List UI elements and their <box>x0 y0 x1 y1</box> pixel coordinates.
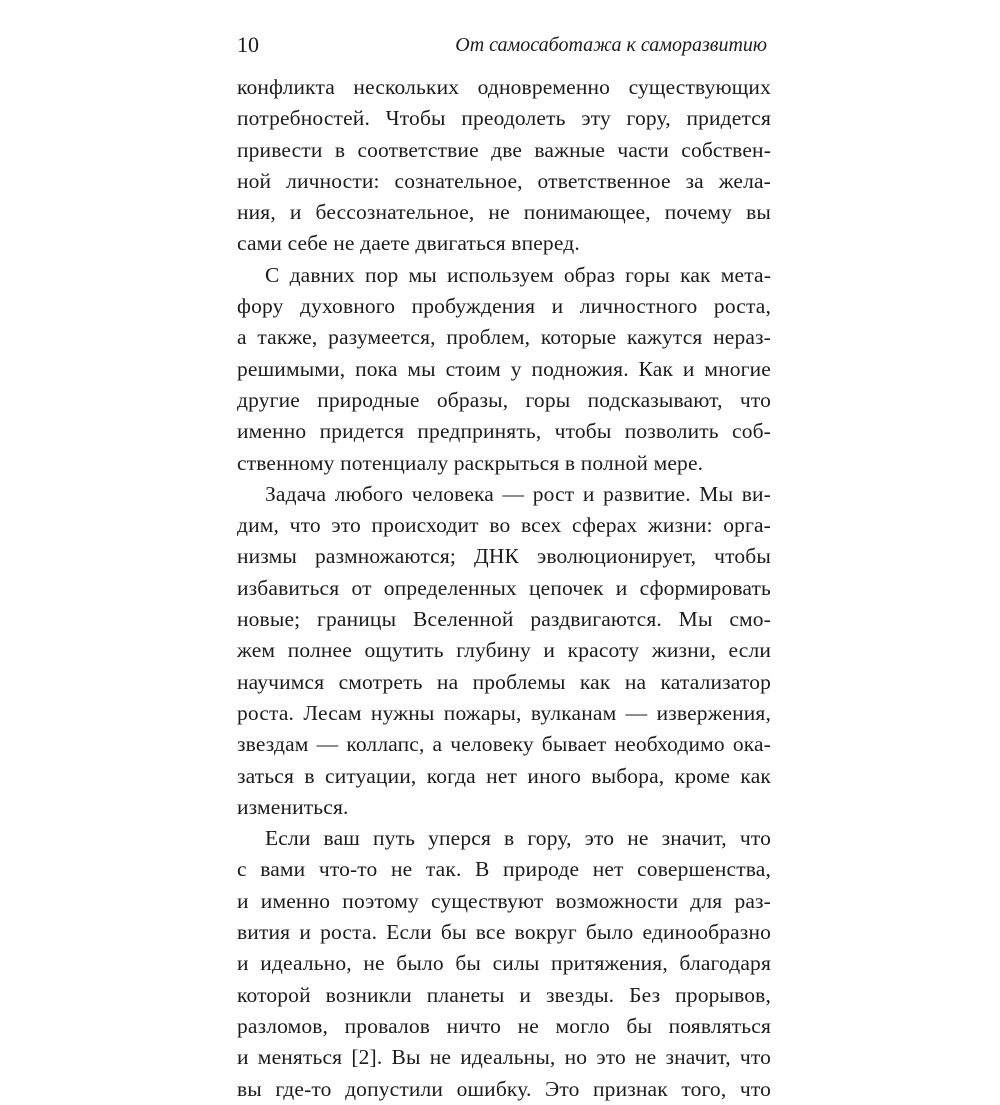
text-line: ной личности: сознательное, ответственное за жела- <box>237 168 771 193</box>
text-line: а также, разумеется, проблем, которые кажутся нераз- <box>237 325 771 350</box>
paragraph-4 <box>237 823 771 1105</box>
running-title: От самосаботажа к саморазвитию <box>455 34 767 56</box>
body-text <box>237 72 771 1105</box>
text-line: сами себе не даете двигаться вперед. <box>237 231 580 256</box>
text-line: и меняться [2]. Вы не идеальны, но это не значит, что <box>237 1045 771 1070</box>
text-line: другие природные образы, горы подсказывают, что <box>237 387 771 412</box>
page-number: 10 <box>237 32 259 57</box>
paragraph-2 <box>237 260 771 479</box>
text-line: которой возникли планеты и звезды. Без прорывов, <box>237 982 771 1007</box>
text-line: фору духовного пробуждения и личностного роста, <box>237 294 771 319</box>
text-line: дим, что это происходит во всех сферах жизни: орга- <box>237 513 771 538</box>
text-line: именно придется предпринять, чтобы позволить соб- <box>237 419 771 444</box>
text-line: новые; границы Вселенной раздвигаются. Мы смо- <box>237 607 771 632</box>
text-line: ния, и бессознательное, не понимающее, почему вы <box>237 200 771 225</box>
text-line: решимыми, пока мы стоим у подножия. Как и многие <box>237 356 771 381</box>
text-line: разломов, провалов ничто не могло бы появляться <box>237 1013 771 1038</box>
text-line: с вами что-то не так. В природе нет совершенства, <box>237 857 771 882</box>
text-line: заться в ситуации, когда нет иного выбора, кроме как <box>237 763 771 788</box>
text-line: звездам — коллапс, а человеку бывает необходимо ока- <box>237 732 771 757</box>
text-line: и идеально, не было бы силы притяжения, благодаря <box>237 951 771 976</box>
running-head <box>237 30 767 60</box>
text-line: измениться. <box>237 794 349 819</box>
text-line: низмы размножаются; ДНК эволюционирует, чтобы <box>237 544 771 569</box>
text-line: избавиться от определенных цепочек и сформировать <box>237 575 771 600</box>
text-line: роста. Лесам нужны пожары, вулканам — извержения, <box>237 700 771 725</box>
paragraph-1 <box>237 72 771 260</box>
text-line: С давних пор мы используем образ горы как мета- <box>265 262 771 287</box>
text-line: научимся смотреть на проблемы как на катализатор <box>237 669 771 694</box>
text-line: вы где-то допустили ошибку. Это признак того, что <box>237 1076 771 1101</box>
text-line: конфликта нескольких одновременно существующих <box>237 75 771 99</box>
text-line: Если ваш путь уперся в гору, это не значит, что <box>265 826 771 851</box>
text-line: и именно поэтому существуют возможности для раз- <box>237 888 771 913</box>
paragraph-3 <box>237 479 771 823</box>
text-line: ственному потенциалу раскрыться в полной мере. <box>237 450 704 475</box>
text-line: жем полнее ощутить глубину и красоту жизни, если <box>237 638 771 663</box>
text-line: потребностей. Чтобы преодолеть эту гору, придется <box>237 106 771 131</box>
text-line: вития и роста. Если бы все вокруг было единообразно <box>237 920 771 945</box>
text-line: Задача любого человека — рост и развитие. Мы ви- <box>265 481 771 506</box>
text-line: привести в соответствие две важные части собствен- <box>237 137 771 162</box>
